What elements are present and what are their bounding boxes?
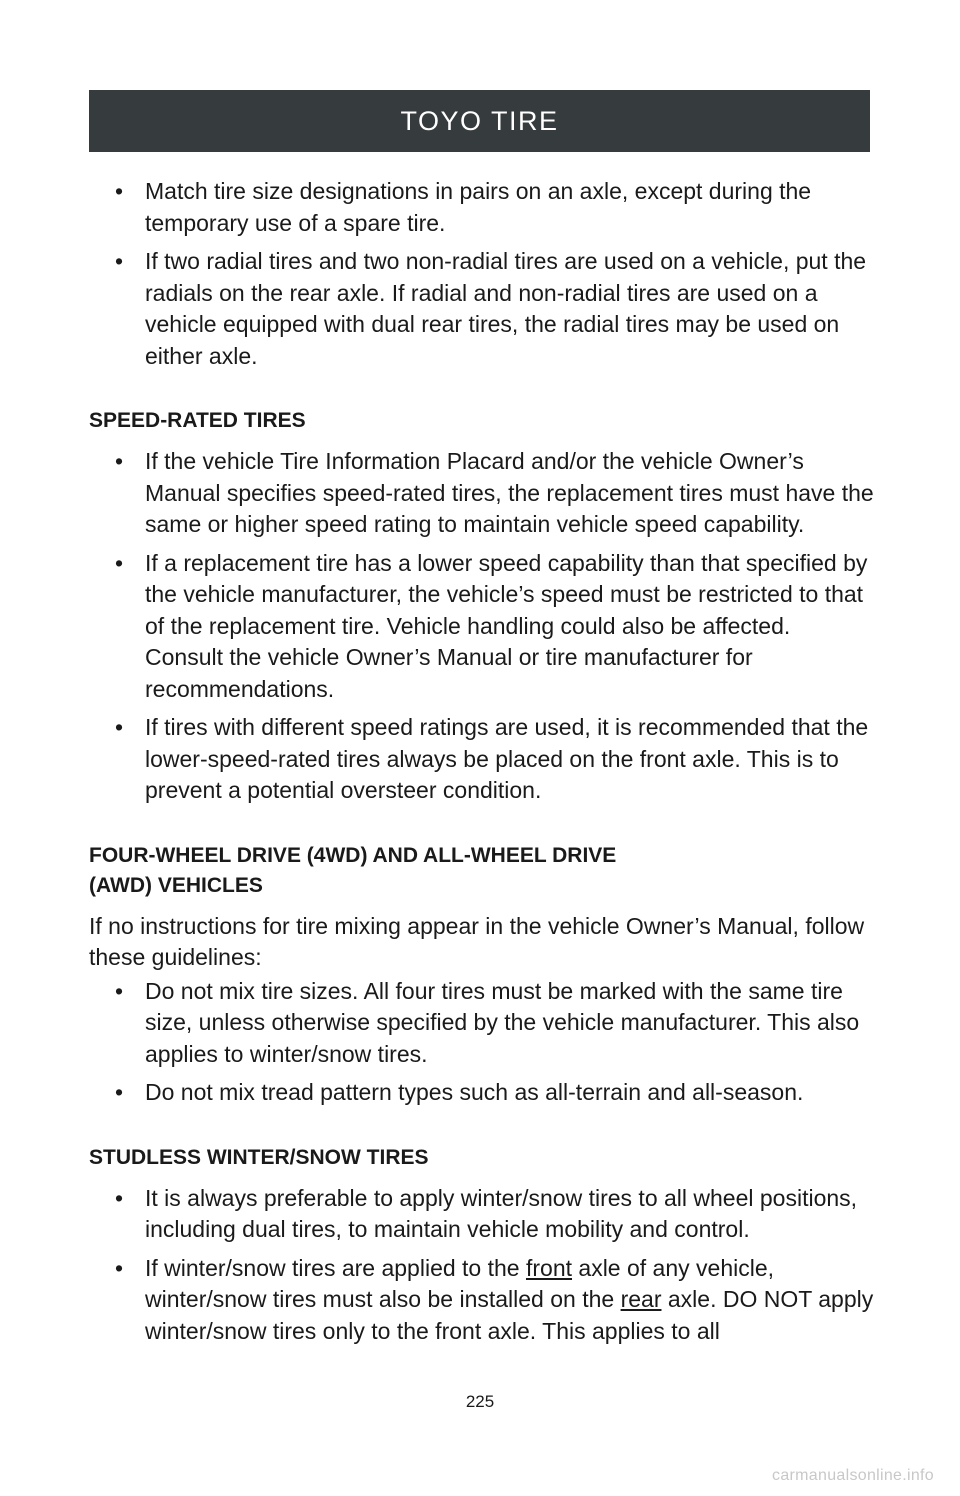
list-item: • Match tire size designations in pairs on an axle, except during the temporary use of a spare tire. [115, 178, 812, 236]
page-header [89, 90, 870, 152]
page-content [89, 176, 874, 1354]
underlined-front: front [525, 1254, 573, 1281]
section-title-studless: STUDLESS WINTER/SNOW TIRES [89, 1145, 429, 1169]
section-title-speed-rated: SPEED-RATED TIRES [89, 409, 306, 432]
list-item: • If a replacement tire has a lower speed capability than that specified by the vehicle manufacturer, the vehicle’s speed must be restricted to that of the replacement tire. Vehicle handling could also be affected. Consult the vehicle Owner’s Manual or tire manufacturer for recommendations. [115, 549, 868, 702]
list-item: • It is always preferable to apply winter/snow tires to all wheel positions, including dual tires, to maintain vehicle mobility and control. [115, 1184, 858, 1242]
studless-bullet-list [89, 1183, 874, 1348]
list-item: • If winter/snow tires are applied to the front axle of any vehicle, winter/snow tires must also be installed on the rear axle. DO NOT apply winter/snow tires only to the front axle. This applies to all [115, 1254, 874, 1344]
list-item: • If two radial tires and two non-radial tires are used on a vehicle, put the radials on the rear axle. If radial and non-radial tires are used on a vehicle equipped with dual rear tires, the radial tires may be used on either axle. [115, 248, 867, 369]
section-title-four-wheel: FOUR-WHEEL DRIVE (4WD) AND ALL-WHEEL DRIVE (AWD) VEHICLES [89, 843, 617, 897]
header-title: TOYO TIRE [400, 105, 559, 136]
list-item: • If tires with different speed ratings are used, it is recommended that the lower-speed-rated tires always be placed on the front axle. This is to prevent a potential oversteer condition. [115, 714, 869, 803]
page-number: 225 [465, 1392, 495, 1411]
underlined-rear: rear [620, 1286, 662, 1312]
four-wheel-intro: If no instructions for tire mixing appear in the vehicle Owner’s Manual, follow these guidelines: [89, 912, 865, 970]
list-item: • If the vehicle Tire Information Placard and/or the vehicle Owner’s Manual specifies speed-rated tires, the replacement tires must have the same or higher speed rating to maintain vehicle speed capability. [115, 448, 874, 537]
list-item: • Do not mix tire sizes. All four tires must be marked with the same tire size, unless otherwise specified by the vehicle manufacturer. This also applies to winter/snow tires. [115, 977, 860, 1067]
four-wheel-bullet-list [89, 976, 874, 1109]
speed-rated-bullet-list [89, 446, 874, 807]
list-item: • Do not mix tread pattern types such as all-terrain and all-season. [115, 1079, 804, 1105]
intro-bullet-list [89, 176, 874, 372]
watermark: carmanualsonline.info [772, 1467, 934, 1484]
